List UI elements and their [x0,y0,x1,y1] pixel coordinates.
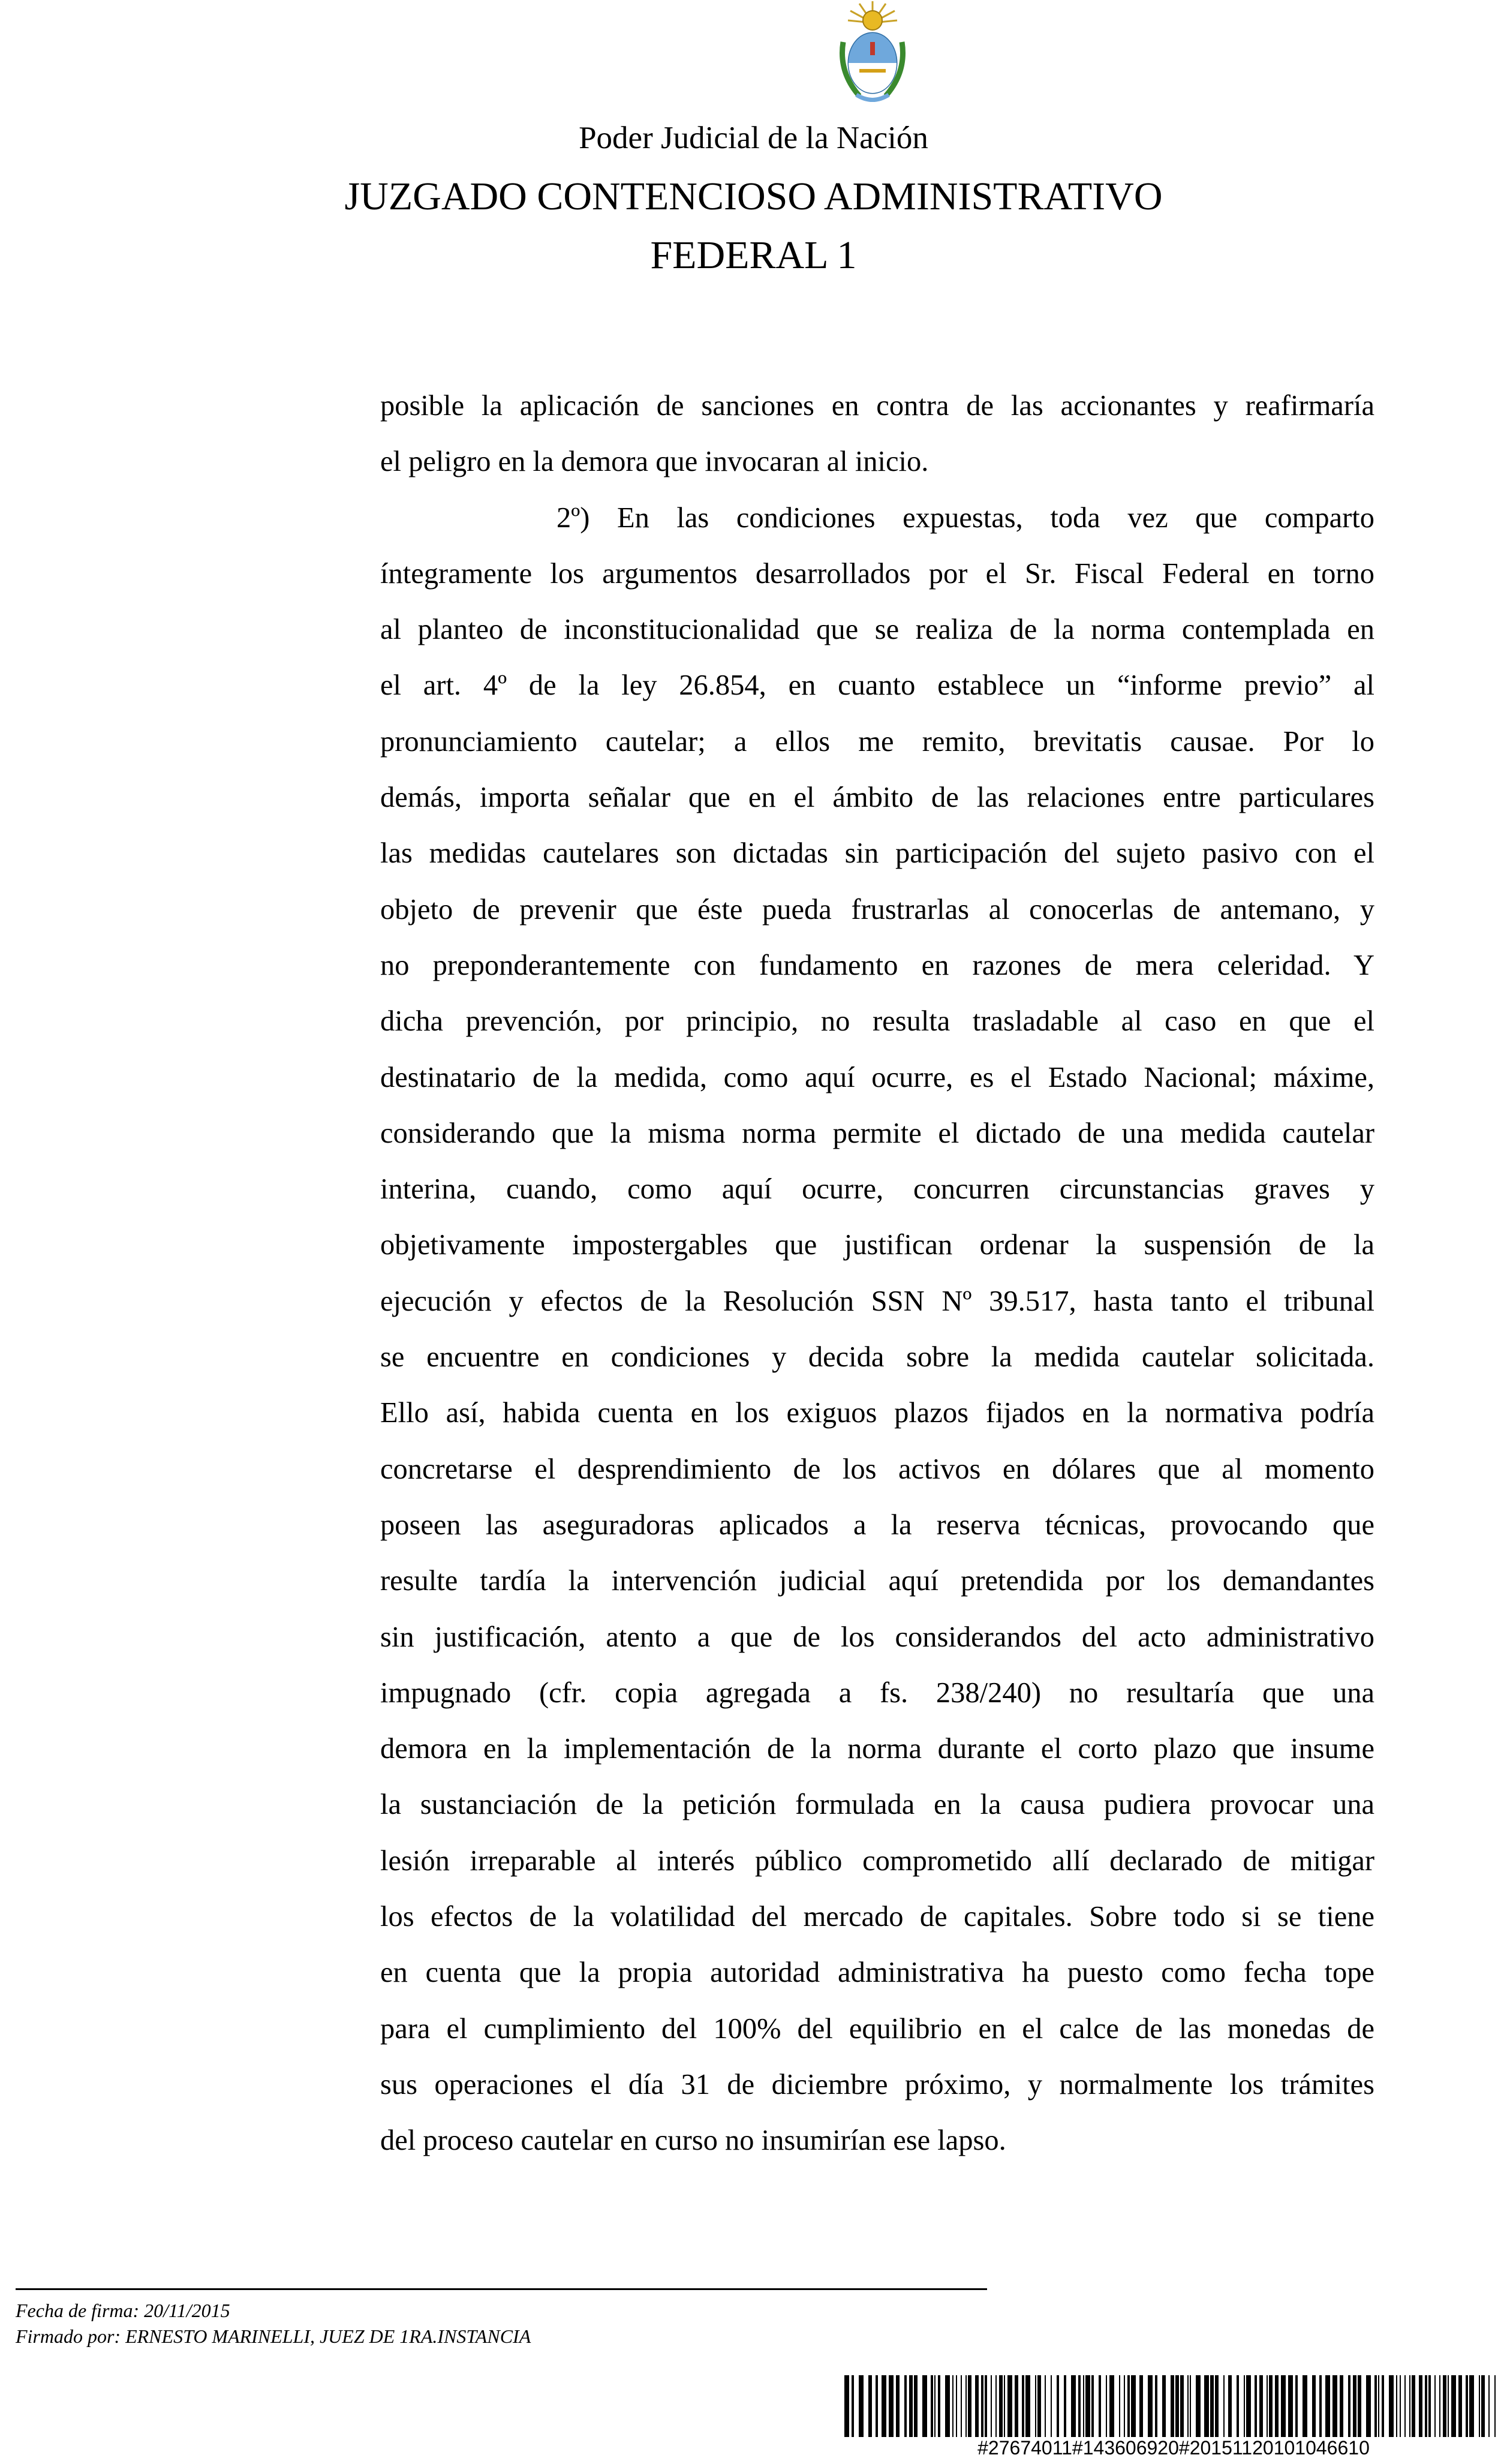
body-line: dicha prevención, por principio, no resulta trasladable al caso en que el [380,1005,1374,1038]
signature-divider [16,2288,987,2290]
body-line: resulte tardía la intervención judicial aquí pretendida por los demandantes [380,1565,1374,1597]
body-line: del proceso cautelar en curso no insumirían ese lapso. [380,2125,1006,2157]
court-number: FEDERAL 1 [650,233,857,277]
body-line: la sustanciación de la petición formulada en la causa pudiera provocar una [380,1789,1374,1821]
barcode-icon [844,2375,1503,2437]
argentine-coat-of-arms-icon [832,0,913,108]
body-line: objetivamente impostergables que justifican ordenar la suspensión de la [380,1229,1374,1261]
body-line: impugnado (cfr. copia agregada a fs. 238/240) no resultaría que una [380,1676,1374,1709]
barcode-number: #27674011#143606920#20151120101046610 [977,2437,1370,2459]
body-line: sus operaciones el día 31 de diciembre próximo, y normalmente los trámites [380,2068,1374,2101]
body-line: íntegramente los argumentos desarrollados por el Sr. Fiscal Federal en torno [380,557,1374,590]
body-line: para el cumplimiento del 100% del equilibrio en el calce de las monedas de [380,2012,1374,2045]
body-line: los efectos de la volatilidad del mercado de capitales. Sobre todo si se tiene [380,1901,1374,1933]
body-line: el art. 4º de la ley 26.854, en cuanto establece un “informe previo” al [380,669,1374,702]
body-line: no preponderantemente con fundamento en razones de mera celeridad. Y [380,949,1374,981]
body-line: Ello así, habida cuenta en los exiguos plazos fijados en la normativa podría [380,1397,1374,1429]
body-line: las medidas cautelares son dictadas sin participación del sujeto pasivo con el [380,837,1374,870]
body-line: considerando que la misma norma permite el dictado de una medida cautelar [380,1117,1374,1149]
court-name: JUZGADO CONTENCIOSO ADMINISTRATIVO [344,175,1163,218]
body-line: sin justificación, atento a que de los considerandos del acto administrativo [380,1621,1374,1653]
signature-signer: Firmado por: ERNESTO MARINELLI, JUEZ DE 1RA.INSTANCIA [16,2325,531,2347]
body-line: el peligro en la demora que invocaran al inicio. [380,446,929,478]
body-line: interina, cuando, como aquí ocurre, concurren circunstancias graves y [380,1173,1374,1206]
body-line: al planteo de inconstitucionalidad que se realiza de la norma contemplada en [380,614,1374,646]
body-line: en cuenta que la propia autoridad administrativa ha puesto como fecha tope [380,1957,1374,1989]
body-line: ejecución y efectos de la Resolución SSN Nº 39.517, hasta tanto el tribunal [380,1285,1374,1317]
body-line: destinatario de la medida, como aquí ocurre, es el Estado Nacional; máxime, [380,1061,1374,1093]
body-line: concretarse el desprendimiento de los activos en dólares que al momento [380,1453,1374,1485]
court-branch-title: Poder Judicial de la Nación [579,121,928,155]
body-line: lesión irreparable al interés público comprometido allí declarado de mitigar [380,1844,1374,1877]
body-line: se encuentre en condiciones y decida sobre la medida cautelar solicitada. [380,1341,1374,1374]
body-line: demás, importa señalar que en el ámbito de las relaciones entre particulares [380,782,1374,814]
body-line: posible la aplicación de sanciones en contra de las accionantes y reafirmaría [380,390,1374,422]
body-line: 2º) En las condiciones expuestas, toda vez que comparto [557,501,1374,534]
body-line: pronunciamiento cautelar; a ellos me remito, brevitatis causae. Por lo [380,725,1374,758]
body-line: objeto de prevenir que éste pueda frustrarlas al conocerlas de antemano, y [380,893,1374,925]
resolution-body [380,378,1374,2169]
signature-date: Fecha de firma: 20/11/2015 [16,2300,230,2321]
body-line: demora en la implementación de la norma durante el corto plazo que insume [380,1733,1374,1765]
body-line: poseen las aseguradoras aplicados a la reserva técnicas, provocando que [380,1509,1374,1541]
